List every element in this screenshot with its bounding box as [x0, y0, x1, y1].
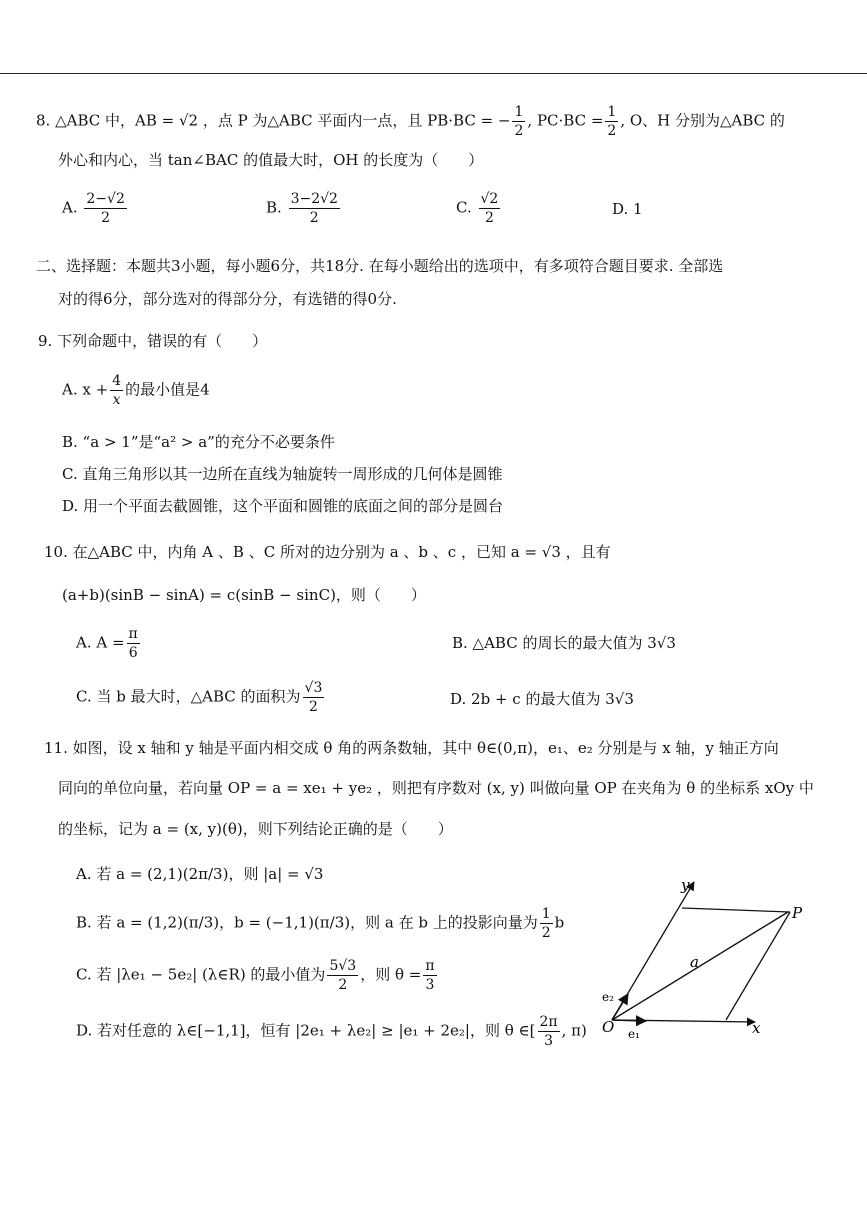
- q10-option-c: C. 当 b 最大时，△ABC 的面积为 $\frac{√3}{2}$: [76, 680, 323, 715]
- q8-option-d: D. 1: [612, 200, 643, 218]
- q11-option-d: D. 若对任意的 λ∈[−1,1]，恒有 |2e₁ + λe₂| ≥ |e₁ + 2e₂|，则 θ ∈[ $\frac{2\pi}{3}$ , π): [76, 1014, 587, 1049]
- label-y: y: [681, 876, 690, 894]
- q10-line2: (a+b)(sinB − sinA) = c(sinB − sinC)，则（ ）: [62, 586, 426, 604]
- unit-vector-e1: [612, 1020, 646, 1021]
- q11-option-b: B. 若 a = (1,2)(π/3)，b = (−1,1)(π/3)，则 a 在 b 上的投影向量为 $\frac{1}{2}$ b: [76, 906, 565, 941]
- vector-a: [612, 912, 788, 1020]
- label-e1: e₁: [628, 1027, 640, 1041]
- q9-stem: 9. 下列命题中，错误的有（ ）: [38, 332, 268, 350]
- q10-line1: 10. 在△ABC 中，内角 A 、B 、C 所对的边分别为 a 、b 、c ，已知 a = √3 ，且有: [44, 543, 611, 561]
- q11-option-a: A. 若 a = (2,1)(2π/3)，则 |a| = √3: [76, 865, 324, 883]
- q8-option-b: B. $\frac{3-2√2}{2}$: [266, 191, 338, 226]
- q9-option-d: D. 用一个平面去截圆锥，这个平面和圆锥的底面之间的部分是圆台: [62, 497, 504, 515]
- q8-option-a: A. $\frac{2-√2}{2}$: [62, 191, 125, 226]
- q9-option-c: C. 直角三角形以其一边所在直线为轴旋转一周形成的几何体是圆锥: [62, 465, 503, 483]
- header-rule: [0, 73, 867, 74]
- oblique-axes-figure: [590, 870, 803, 1045]
- parallelogram-top: [682, 908, 790, 912]
- label-x: x: [752, 1019, 761, 1037]
- section2-line1: 二、选择题：本题共3小题，每小题6分，共18分. 在每小题给出的选项中，有多项符合题目要求. 全部选: [36, 257, 724, 275]
- q8-line1: 8. △ABC 中，AB = √2 ，点 P 为△ABC 平面内一点，且 PB·BC = − $\frac{1}{2}$ , PC·BC = $\frac{1}{2}$ , O、H 分别为△ABC 的: [36, 104, 785, 139]
- label-a: a: [690, 953, 699, 971]
- q8-option-c: C. $\frac{√2}{2}$: [456, 191, 499, 226]
- q9-option-b: B. “a > 1”是“a² > a”的充分不必要条件: [62, 433, 335, 451]
- q11-line2: 同向的单位向量，若向量 OP = a = xe₁ + ye₂ ，则把有序数对 (x, y) 叫做向量 OP 在夹角为 θ 的坐标系 xOy 中: [58, 779, 814, 797]
- q9-option-a: A. x + $\frac{4}{x}$ 的最小值是4: [62, 373, 210, 408]
- label-o: O: [602, 1018, 615, 1036]
- label-e2: e₂: [602, 990, 614, 1004]
- q11-line3: 的坐标，记为 a = (x, y)(θ)，则下列结论正确的是（ ）: [58, 820, 453, 838]
- q11-line1: 11. 如图，设 x 轴和 y 轴是平面内相交成 θ 角的两条数轴，其中 θ∈(0,π)，e₁、e₂ 分别是与 x 轴，y 轴正方向: [44, 739, 779, 757]
- q10-option-b: B. △ABC 的周长的最大值为 3√3: [452, 634, 676, 652]
- section2-line2: 对的得6分，部分选对的得部分分，有选错的得0分.: [58, 290, 397, 308]
- q8-frac2: $\frac{1}{2}$: [607, 104, 617, 139]
- label-p: P: [792, 904, 803, 922]
- q10-option-a: A. A = $\frac{\pi}{6}$: [76, 626, 138, 661]
- unit-vector-e2: [612, 994, 628, 1020]
- q11-option-c: C. 若 |λe₁ − 5e₂| (λ∈R) 的最小值为 $\frac{5√3}{2}$ ，则 θ = $\frac{\pi}{3}$: [76, 958, 435, 993]
- q8-frac1: $\frac{1}{2}$: [514, 104, 524, 139]
- q10-option-d: D. 2b + c 的最大值为 3√3: [450, 690, 634, 708]
- q8-line2: 外心和内心，当 tan∠BAC 的值最大时，OH 的长度为（ ）: [58, 151, 484, 169]
- parallelogram-right: [726, 912, 790, 1020]
